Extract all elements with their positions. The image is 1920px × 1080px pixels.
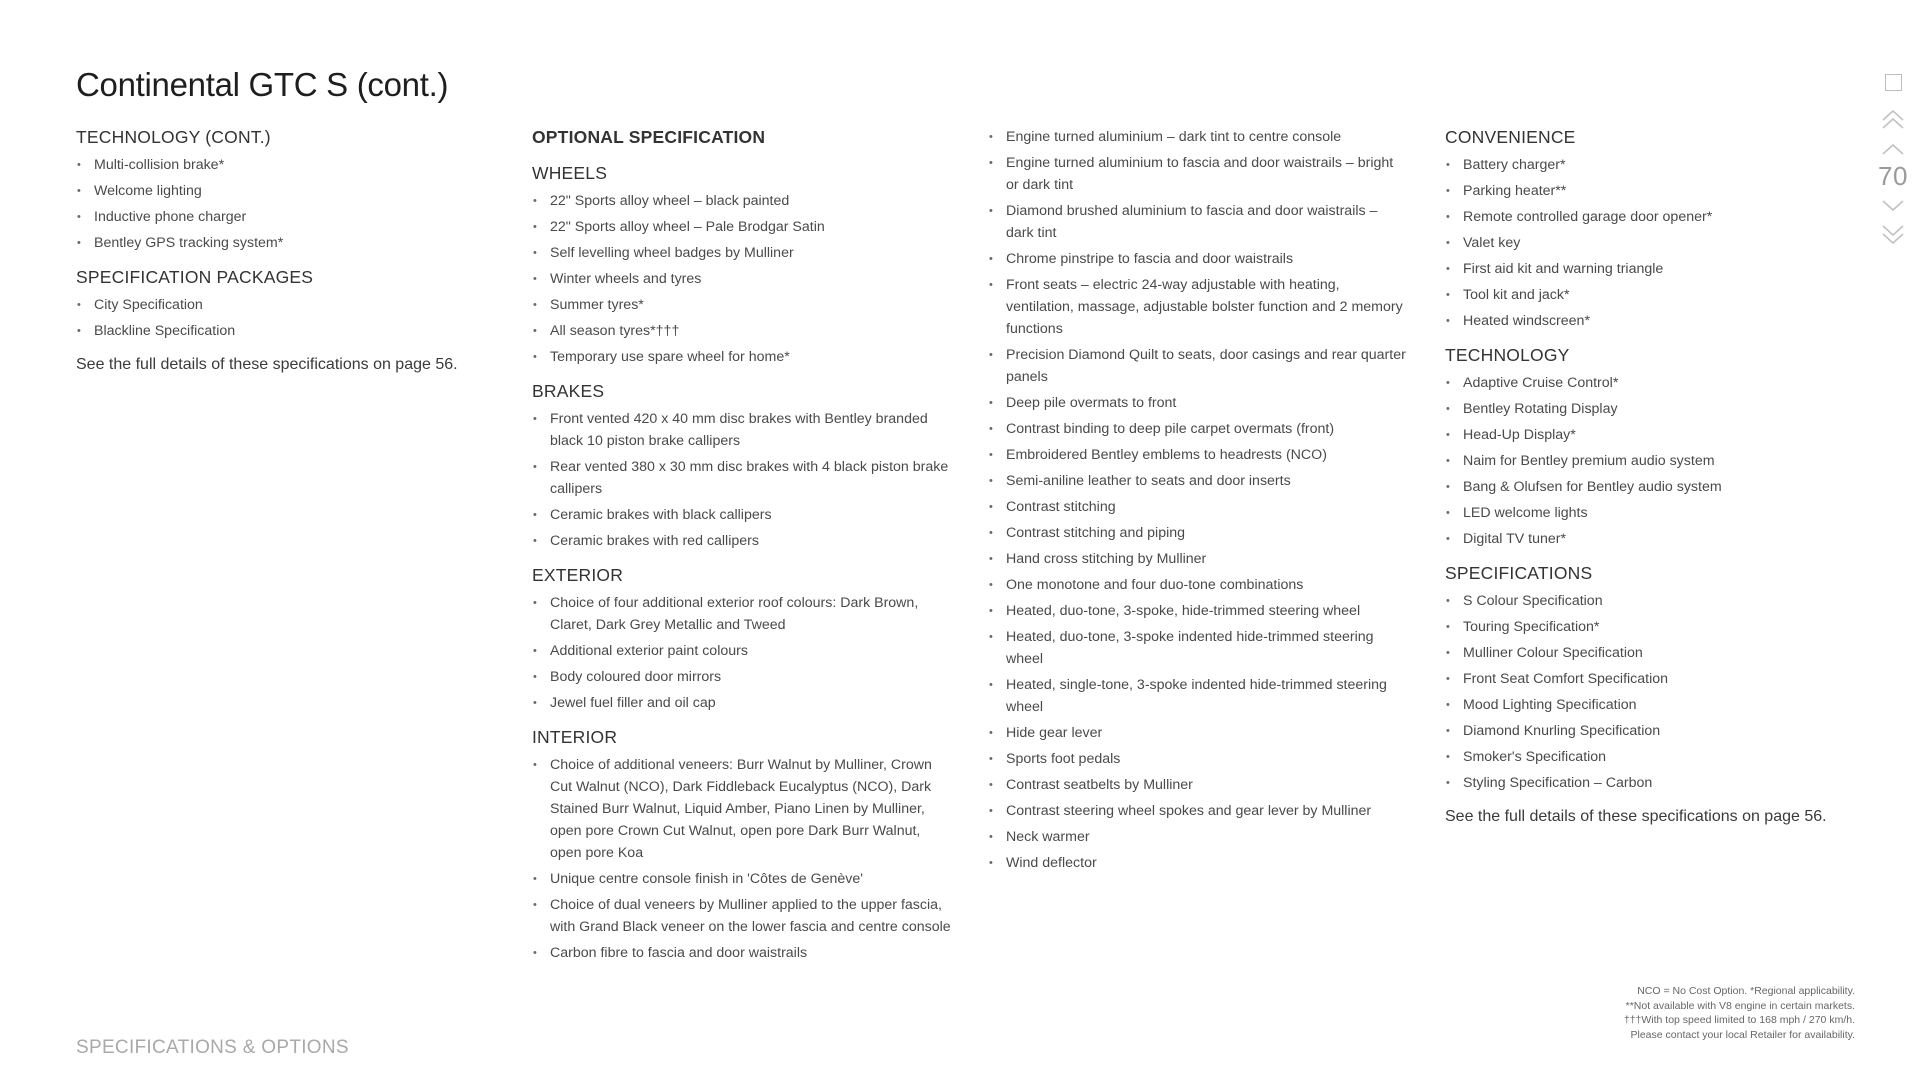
technology-cont-heading: TECHNOLOGY (CONT.) — [76, 127, 271, 147]
list-item: • Battery charger* — [1445, 154, 1865, 176]
list-item: • Parking heater** — [1445, 180, 1865, 202]
list-item: • Rear vented 380 x 30 mm disc brakes with 4 black piston brake callipers — [532, 456, 952, 500]
list-item: • Multi-collision brake* — [76, 154, 496, 176]
list-item: • Precision Diamond Quilt to seats, door casings and rear quarter panels — [988, 344, 1408, 388]
technology-cont-list — [76, 154, 496, 254]
list-item: • Heated, single-tone, 3-spoke indented hide-trimmed steering wheel — [988, 674, 1408, 718]
technology-cont-section — [76, 126, 496, 254]
list-item: • Heated windscreen* — [1445, 310, 1865, 332]
list-item: • Styling Specification – Carbon — [1445, 772, 1865, 794]
specifications-list — [1445, 590, 1865, 794]
list-item: • Naim for Bentley premium audio system — [1445, 450, 1865, 472]
list-item: • Ceramic brakes with red callipers — [532, 530, 952, 552]
list-item: • Mood Lighting Specification — [1445, 694, 1865, 716]
list-item: • Chrome pinstripe to fascia and door waistrails — [988, 248, 1408, 270]
list-item: • Diamond brushed aluminium to fascia and door waistrails – dark tint — [988, 200, 1408, 244]
interior-list — [532, 754, 952, 964]
list-item: • Jewel fuel filler and oil cap — [532, 692, 952, 714]
technology-heading: TECHNOLOGY — [1445, 345, 1570, 365]
list-item: • First aid kit and warning triangle — [1445, 258, 1865, 280]
list-item: • Bang & Olufsen for Bentley audio system — [1445, 476, 1865, 498]
convenience-heading: CONVENIENCE — [1445, 127, 1576, 147]
list-item: • 22" Sports alloy wheel – black painted — [532, 190, 952, 212]
list-item: • Winter wheels and tyres — [532, 268, 952, 290]
page-title: Continental GTC S (cont.) — [76, 66, 449, 103]
specification-packages-heading: SPECIFICATION PACKAGES — [76, 267, 314, 287]
brakes-section — [532, 380, 952, 552]
wheels-heading: WHEELS — [532, 163, 608, 183]
specifications-note: See the full details of these specifications on page 56. — [76, 356, 458, 373]
list-item: • Self levelling wheel badges by Mulliner — [532, 242, 952, 264]
chevron-up-icon[interactable] — [1880, 141, 1906, 157]
list-item: • Hide gear lever — [988, 722, 1408, 744]
list-item: • Additional exterior paint colours — [532, 640, 952, 662]
page-navigation — [1878, 74, 1908, 248]
list-item: • Neck warmer — [988, 826, 1408, 848]
list-item: • Semi-aniline leather to seats and door inserts — [988, 470, 1408, 492]
list-item: • LED welcome lights — [1445, 502, 1865, 524]
column-3 — [988, 126, 1408, 878]
list-item: • Ceramic brakes with black callipers — [532, 504, 952, 526]
interior-continued-list — [988, 126, 1408, 874]
column-4 — [1445, 126, 1865, 828]
list-item: • Wind deflector — [988, 852, 1408, 874]
list-item: • Body coloured door mirrors — [532, 666, 952, 688]
interior-section — [532, 726, 952, 964]
list-item: • Front vented 420 x 40 mm disc brakes with Bentley branded black 10 piston brake callipers — [532, 408, 952, 452]
list-item: • Remote controlled garage door opener* — [1445, 206, 1865, 228]
exterior-heading: EXTERIOR — [532, 565, 624, 585]
list-item: • Blackline Specification — [76, 320, 496, 342]
list-item: • Touring Specification* — [1445, 616, 1865, 638]
list-item: • Adaptive Cruise Control* — [1445, 372, 1865, 394]
specification-packages-section — [76, 266, 496, 342]
column-1 — [76, 126, 496, 376]
footnotes — [1495, 984, 1855, 1042]
interior-heading: INTERIOR — [532, 727, 618, 747]
list-item: • Heated, duo-tone, 3-spoke indented hide-trimmed steering wheel — [988, 626, 1408, 670]
list-item: • Inductive phone charger — [76, 206, 496, 228]
specifications-note-2: See the full details of these specifications on page 56. — [1445, 808, 1827, 825]
section-footer-label: SPECIFICATIONS & OPTIONS — [76, 1037, 349, 1058]
list-item: • Front Seat Comfort Specification — [1445, 668, 1865, 690]
list-item: • Unique centre console finish in 'Côtes de Genève' — [532, 868, 952, 890]
technology-list — [1445, 372, 1865, 550]
list-item: • Choice of additional veneers: Burr Walnut by Mulliner, Crown Cut Walnut (NCO), Dark Fiddleback Eucalyptus (NCO), Dark Stained Burr Walnut, Liquid Amber, Piano Linen by Mulliner, open pore Crown Cut Walnut, open pore Dark Burr Walnut, open pore Koa — [532, 754, 952, 864]
list-item: • Tool kit and jack* — [1445, 284, 1865, 306]
list-item: • Deep pile overmats to front — [988, 392, 1408, 414]
list-item: • Diamond Knurling Specification — [1445, 720, 1865, 742]
double-chevron-up-icon[interactable] — [1880, 107, 1906, 133]
convenience-section — [1445, 126, 1865, 332]
list-item: • One monotone and four duo-tone combinations — [988, 574, 1408, 596]
wheels-section — [532, 162, 952, 368]
list-item: • Smoker's Specification — [1445, 746, 1865, 768]
footnote-line: NCO = No Cost Option. *Regional applicability. — [1637, 985, 1855, 997]
list-item: • Contrast steering wheel spokes and gear lever by Mulliner — [988, 800, 1408, 822]
footnote-line: †††With top speed limited to 168 mph / 270 km/h. — [1623, 1014, 1855, 1026]
list-item: • Temporary use spare wheel for home* — [532, 346, 952, 368]
footnote-line: **Not available with V8 engine in certain markets. — [1625, 999, 1855, 1012]
specifications-section — [1445, 562, 1865, 794]
list-item: • Bentley GPS tracking system* — [76, 232, 496, 254]
optional-specification-heading: OPTIONAL SPECIFICATION — [532, 127, 766, 147]
list-item: • Engine turned aluminium – dark tint to centre console — [988, 126, 1408, 148]
list-item: • Front seats – electric 24-way adjustable with heating, ventilation, massage, adjustable bolster function and 2 memory functions — [988, 274, 1408, 340]
footnote-line: Please contact your local Retailer for availability. — [1630, 1028, 1855, 1041]
exterior-list — [532, 592, 952, 714]
list-item: • Contrast stitching — [988, 496, 1408, 518]
list-item: • Carbon fibre to fascia and door waistrails — [532, 942, 952, 964]
list-item: • Welcome lighting — [76, 180, 496, 202]
list-item: • City Specification — [76, 294, 496, 316]
list-item: • Embroidered Bentley emblems to headrests (NCO) — [988, 444, 1408, 466]
list-item: • Contrast binding to deep pile carpet overmats (front) — [988, 418, 1408, 440]
chevron-down-icon[interactable] — [1880, 198, 1906, 214]
list-item: • Digital TV tuner* — [1445, 528, 1865, 550]
list-item: • S Colour Specification — [1445, 590, 1865, 612]
exterior-section — [532, 564, 952, 714]
list-item: • 22" Sports alloy wheel – Pale Brodgar Satin — [532, 216, 952, 238]
list-item: • Choice of dual veneers by Mulliner applied to the upper fascia, with Grand Black veneer on the lower fascia and centre console — [532, 894, 952, 938]
page-number: 70 — [1878, 161, 1908, 191]
convenience-list — [1445, 154, 1865, 332]
list-item: • Contrast seatbelts by Mulliner — [988, 774, 1408, 796]
wheels-list — [532, 190, 952, 368]
list-item: • Choice of four additional exterior roof colours: Dark Brown, Claret, Dark Grey Metallic and Tweed — [532, 592, 952, 636]
list-item: • Summer tyres* — [532, 294, 952, 316]
brakes-heading: BRAKES — [532, 381, 605, 401]
list-item: • Heated, duo-tone, 3-spoke, hide-trimmed steering wheel — [988, 600, 1408, 622]
brakes-list — [532, 408, 952, 552]
list-item: • Sports foot pedals — [988, 748, 1408, 770]
list-item: • All season tyres*††† — [532, 320, 952, 342]
square-icon[interactable] — [1885, 74, 1902, 91]
list-item: • Mulliner Colour Specification — [1445, 642, 1865, 664]
technology-section — [1445, 344, 1865, 550]
list-item: • Valet key — [1445, 232, 1865, 254]
specifications-heading: SPECIFICATIONS — [1445, 563, 1593, 583]
list-item: • Hand cross stitching by Mulliner — [988, 548, 1408, 570]
column-2 — [532, 126, 952, 976]
list-item: • Bentley Rotating Display — [1445, 398, 1865, 420]
list-item: • Contrast stitching and piping — [988, 522, 1408, 544]
list-item: • Head-Up Display* — [1445, 424, 1865, 446]
list-item: • Engine turned aluminium to fascia and door waistrails – bright or dark tint — [988, 152, 1408, 196]
double-chevron-down-icon[interactable] — [1880, 222, 1906, 248]
specification-packages-list — [76, 294, 496, 342]
